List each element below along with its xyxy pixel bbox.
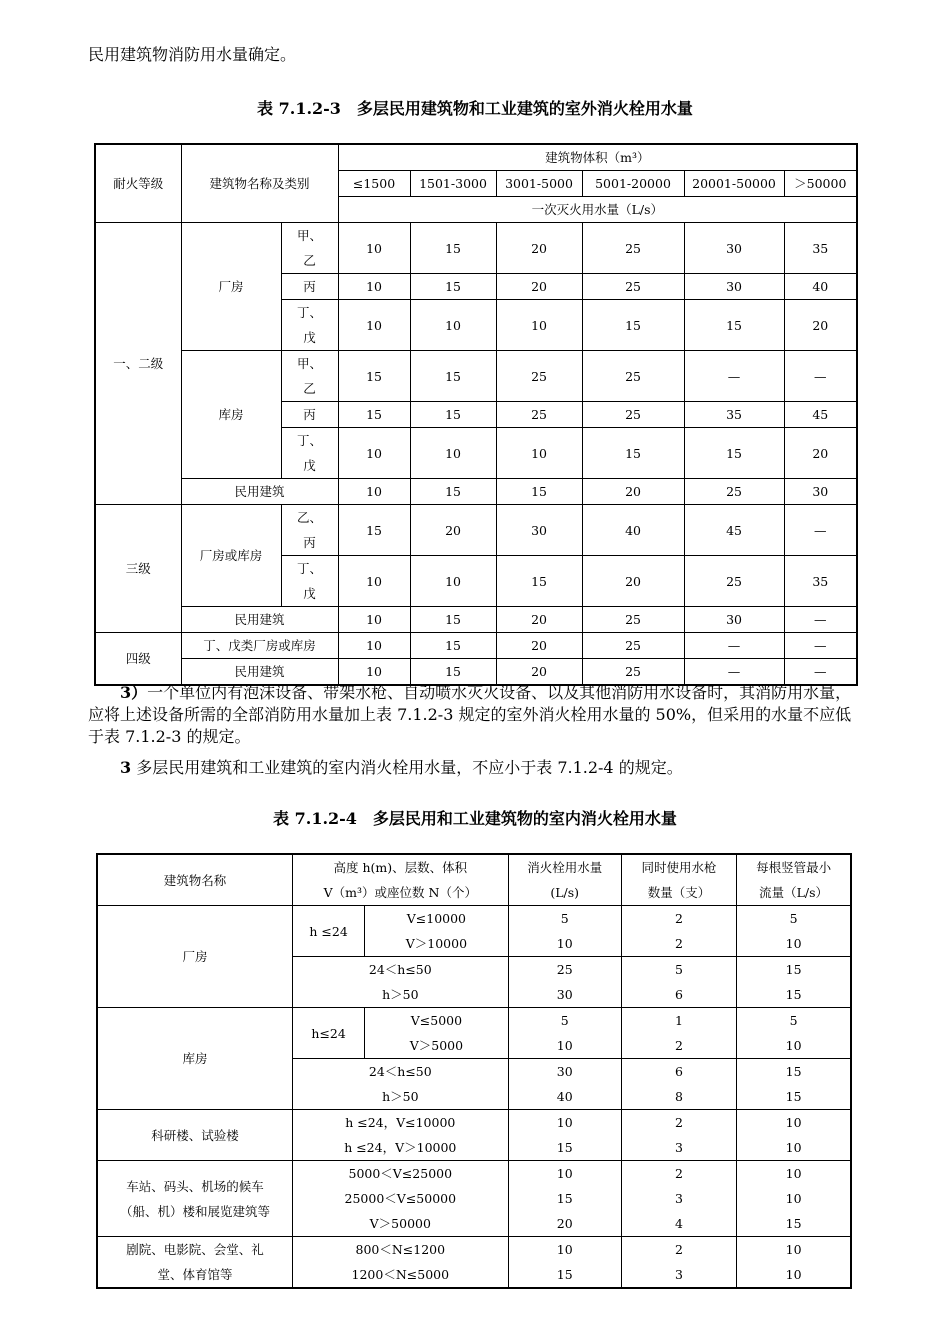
value-cell: 10 — [338, 607, 410, 633]
value-cell: 15 — [410, 351, 496, 402]
value-cell: 20 — [496, 223, 582, 274]
value-cell: 40 — [582, 505, 684, 556]
value-cell: 25 — [582, 223, 684, 274]
guns-cell: 2 3 4 — [621, 1161, 736, 1237]
height-cell: 800＜N≤1200 1200＜N≤5000 — [293, 1237, 509, 1289]
value-cell: 35 — [684, 402, 784, 428]
grade-cell: 四级 — [95, 633, 181, 686]
value-cell: 10 — [338, 428, 410, 479]
subclass-cell: 丙 — [281, 402, 338, 428]
header-riser-flow: 每根竖管最小 流量（L/s） — [737, 854, 851, 906]
value-cell: 20 — [496, 274, 582, 300]
height-cell: h≤24 — [293, 1008, 365, 1059]
value-cell: 10 — [496, 300, 582, 351]
table-row — [95, 633, 857, 659]
paragraph-number: 3 — [120, 758, 132, 777]
table-header-row — [97, 854, 851, 906]
header-volume: 建筑物体积（m³） — [338, 144, 857, 171]
value-cell: 35 — [784, 223, 857, 274]
value-cell: 20 — [410, 505, 496, 556]
value-cell: 25 — [582, 402, 684, 428]
value-cell: 15 — [410, 223, 496, 274]
value-cell: 15 — [496, 479, 582, 505]
value-cell: 25 — [684, 556, 784, 607]
value-cell: 15 — [410, 659, 496, 686]
riser-cell: 15 15 — [737, 1059, 851, 1110]
table-row — [95, 351, 857, 402]
value-cell: 20 — [496, 607, 582, 633]
value-cell: 20 — [496, 659, 582, 686]
value-cell: 25 — [582, 659, 684, 686]
subclass-cell: 丙 — [281, 274, 338, 300]
header-height: 高度 h(m)、层数、体积 V（m³）或座位数 N（个） — [293, 854, 509, 906]
value-cell: 10 — [410, 556, 496, 607]
subclass-cell: 丁、 戊 — [281, 300, 338, 351]
height-cell: 5000＜V≤25000 25000＜V≤50000 V＞50000 — [293, 1161, 509, 1237]
value-cell: 20 — [784, 428, 857, 479]
header-fire-rating: 耐火等级 — [95, 144, 181, 223]
guns-cell: 2 2 — [621, 906, 736, 957]
guns-cell: 2 3 — [621, 1237, 736, 1289]
paragraph-indoor-hydrant — [88, 757, 860, 779]
height-cell: h ≤24 — [293, 906, 365, 957]
value-cell: 10 — [496, 428, 582, 479]
value-cell: 10 — [338, 274, 410, 300]
riser-cell: 10 10 15 — [737, 1161, 851, 1237]
guns-cell: 5 6 — [621, 957, 736, 1008]
value-cell: 30 — [784, 479, 857, 505]
building-name-cell: 厂房 — [97, 906, 293, 1008]
value-cell: 25 — [582, 351, 684, 402]
value-cell: — — [684, 633, 784, 659]
riser-cell: 10 10 — [737, 1110, 851, 1161]
value-cell: 25 — [582, 607, 684, 633]
riser-cell: 5 10 — [737, 906, 851, 957]
value-cell: 25 — [582, 633, 684, 659]
range-cell: ≤1500 — [338, 171, 410, 197]
flow-cell: 5 10 — [508, 1008, 621, 1059]
category-cell: 民用建筑 — [181, 479, 338, 505]
subclass-cell: 甲、 乙 — [281, 223, 338, 274]
table2-title: 表 7.1.2-4 多层民用和工业建筑物的室内消火栓用水量 — [273, 809, 677, 828]
value-cell: 15 — [410, 274, 496, 300]
value-cell: 25 — [582, 274, 684, 300]
table-row — [95, 479, 857, 505]
volume-cell: V≤10000 V＞10000 — [365, 906, 508, 957]
subclass-cell: 丁、 戊 — [281, 556, 338, 607]
value-cell: 30 — [684, 607, 784, 633]
value-cell: 15 — [582, 428, 684, 479]
flow-cell: 10 15 — [508, 1110, 621, 1161]
outdoor-hydrant-table — [94, 143, 858, 686]
value-cell: 10 — [410, 428, 496, 479]
header-building-type: 建筑物名称及类别 — [181, 144, 338, 223]
riser-cell: 15 15 — [737, 957, 851, 1008]
flow-cell: 5 10 — [508, 906, 621, 957]
value-cell: — — [784, 505, 857, 556]
range-cell: 20001-50000 — [684, 171, 784, 197]
height-cell: h ≤24，V≤10000 h ≤24，V＞10000 — [293, 1110, 509, 1161]
paragraph-number: 3） — [120, 683, 148, 702]
height-cell: 24＜h≤50 h＞50 — [293, 1059, 509, 1110]
value-cell: 20 — [784, 300, 857, 351]
value-cell: — — [784, 659, 857, 686]
table-row — [97, 1110, 851, 1161]
value-cell: 15 — [582, 300, 684, 351]
value-cell: 10 — [338, 659, 410, 686]
paragraph-body: 多层民用建筑和工业建筑的室内消火栓用水量，不应小于表 7.1.2-4 的规定。 — [131, 758, 683, 777]
table-row — [97, 1008, 851, 1059]
subclass-cell: 甲、 乙 — [281, 351, 338, 402]
table-row — [97, 906, 851, 957]
value-cell: 15 — [410, 633, 496, 659]
value-cell: 10 — [338, 556, 410, 607]
flow-cell: 10 15 20 — [508, 1161, 621, 1237]
paragraph-foam-equipment — [88, 682, 860, 748]
value-cell: 35 — [784, 556, 857, 607]
indoor-hydrant-table — [96, 853, 852, 1289]
value-cell: 20 — [496, 633, 582, 659]
value-cell: 10 — [338, 223, 410, 274]
value-cell: 20 — [582, 479, 684, 505]
guns-cell: 2 3 — [621, 1110, 736, 1161]
value-cell: 15 — [338, 402, 410, 428]
value-cell: 40 — [784, 274, 857, 300]
value-cell: 15 — [410, 402, 496, 428]
paragraph-body: 一个单位内有泡沫设备、带架水枪、自动喷水灭火设备、以及其他消防用水设备时，其消防用水量，应将上述设备所需的全部消防用水量加上表 7.1.2-3 规定的室外消火栓用水量的 50%，但采用的水量不应低于表 7.1.2-3 的规定。 — [88, 683, 852, 746]
table-row — [97, 1161, 851, 1237]
category-cell: 厂房或库房 — [181, 505, 281, 607]
guns-cell: 6 8 — [621, 1059, 736, 1110]
table-row — [95, 607, 857, 633]
value-cell: 45 — [784, 402, 857, 428]
flow-cell: 25 30 — [508, 957, 621, 1008]
value-cell: 15 — [684, 428, 784, 479]
range-cell: 3001-5000 — [496, 171, 582, 197]
height-cell: 24＜h≤50 h＞50 — [293, 957, 509, 1008]
value-cell: — — [784, 607, 857, 633]
table-row — [97, 1237, 851, 1289]
riser-cell: 10 10 — [737, 1237, 851, 1289]
range-cell: 5001-20000 — [582, 171, 684, 197]
value-cell: 15 — [684, 300, 784, 351]
value-cell: 25 — [496, 402, 582, 428]
category-cell: 丁、戊类厂房或库房 — [181, 633, 338, 659]
volume-cell: V≤5000 V＞5000 — [365, 1008, 508, 1059]
header-hydrant-flow: 消火栓用水量 (L/s) — [508, 854, 621, 906]
table-row — [95, 223, 857, 274]
value-cell: 15 — [338, 351, 410, 402]
subclass-cell: 乙、 丙 — [281, 505, 338, 556]
building-name-cell: 科研楼、试验楼 — [97, 1110, 293, 1161]
value-cell: 10 — [410, 300, 496, 351]
building-name-cell: 车站、码头、机场的候车 （船、机）楼和展览建筑等 — [97, 1161, 293, 1237]
value-cell: 10 — [338, 479, 410, 505]
value-cell: 10 — [338, 633, 410, 659]
header-flow-caption: 一次灭火用水量（L/s） — [338, 197, 857, 223]
table1-title: 表 7.1.2-3 多层民用建筑物和工业建筑的室外消火栓用水量 — [257, 99, 693, 118]
grade-cell: 一、二级 — [95, 223, 181, 505]
category-cell: 民用建筑 — [181, 607, 338, 633]
value-cell: 25 — [684, 479, 784, 505]
table-row — [95, 505, 857, 556]
header-building-name: 建筑物名称 — [97, 854, 293, 906]
value-cell: — — [684, 351, 784, 402]
guns-cell: 1 2 — [621, 1008, 736, 1059]
header-guns: 同时使用水枪 数量（支） — [621, 854, 736, 906]
grade-cell: 三级 — [95, 505, 181, 633]
flow-cell: 10 15 — [508, 1237, 621, 1289]
category-cell: 库房 — [181, 351, 281, 479]
subclass-cell: 丁、 戊 — [281, 428, 338, 479]
riser-cell: 5 10 — [737, 1008, 851, 1059]
range-cell: 1501-3000 — [410, 171, 496, 197]
value-cell: 30 — [684, 274, 784, 300]
value-cell: 15 — [410, 479, 496, 505]
building-name-cell: 剧院、电影院、会堂、礼 堂、体育馆等 — [97, 1237, 293, 1289]
value-cell: 15 — [410, 607, 496, 633]
category-cell: 民用建筑 — [181, 659, 338, 686]
value-cell: 10 — [338, 300, 410, 351]
range-cell: ＞50000 — [784, 171, 857, 197]
intro-text: 民用建筑物消防用水量确定。 — [88, 45, 297, 64]
building-name-cell: 库房 — [97, 1008, 293, 1110]
value-cell: 30 — [496, 505, 582, 556]
value-cell: 45 — [684, 505, 784, 556]
category-cell: 厂房 — [181, 223, 281, 351]
value-cell: 20 — [582, 556, 684, 607]
value-cell: 30 — [684, 223, 784, 274]
value-cell: 15 — [338, 505, 410, 556]
value-cell: — — [684, 659, 784, 686]
value-cell: — — [784, 351, 857, 402]
value-cell: 15 — [496, 556, 582, 607]
flow-cell: 30 40 — [508, 1059, 621, 1110]
value-cell: 25 — [496, 351, 582, 402]
value-cell: — — [784, 633, 857, 659]
